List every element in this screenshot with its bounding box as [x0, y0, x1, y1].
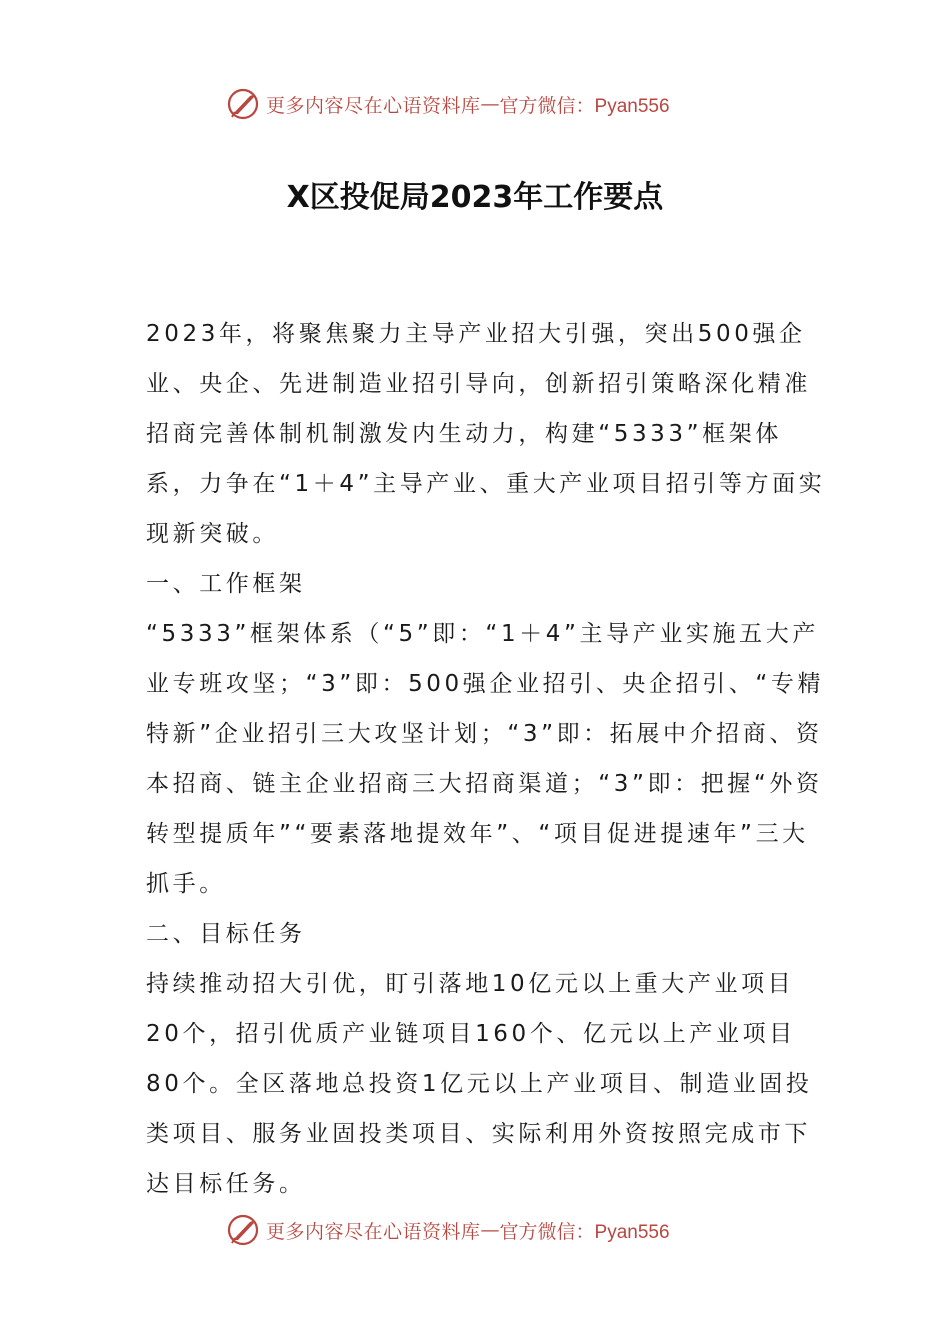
header-watermark — [226, 84, 670, 124]
quill-pen-logo-icon — [226, 1213, 260, 1247]
footer-watermark — [226, 1210, 670, 1250]
watermark-text: 更多内容尽在心语资料库 — [266, 94, 481, 117]
document-body — [146, 309, 826, 1209]
document-title: X区投促局2023年工作要点 — [286, 180, 664, 215]
quill-pen-logo-icon — [226, 87, 260, 121]
goals-paragraph: 持续推动招大引优，盯引落地10亿元以上重大产业项目20个，招引优质产业链项目160个、亿元以上产业项目80个。全区落地总投资1亿元以上产业项目、制造业固投类项目、服务业固投类项目、实际利用外资按照完成市下达目标任务。 — [146, 971, 813, 1197]
watermark-text: 更多内容尽在心语资料库 — [266, 1220, 481, 1243]
watermark-separator: — — [480, 1219, 500, 1241]
section-heading-framework: 一、工作框架 — [146, 571, 306, 597]
watermark-separator: — — [480, 93, 500, 115]
watermark-contact: 官方微信：Pyan556 — [499, 95, 670, 117]
framework-paragraph: “5333”框架体系（“5”即：“1＋4”主导产业实施五大产业专班攻坚；“3”即：500强企业招引、央企招引、“专精特新”企业招引三大攻坚计划；“3”即：拓展中介招商、资本招商、链主企业招商三大招商渠道；“3”即：把握“外资转型提质年”“要素落地提效年”、“项目促进提速年”三大抓手。 — [146, 621, 825, 897]
section-heading-goals: 二、目标任务 — [146, 921, 306, 947]
watermark-contact: 官方微信：Pyan556 — [499, 1221, 670, 1243]
intro-paragraph: 2023年，将聚焦聚力主导产业招大引强，突出500强企业、央企、先进制造业招引导向，创新招引策略深化精准招商完善体制机制激发内生动力，构建“5333”框架体系，力争在“1＋4”主导产业、重大产业项目招引等方面实现新突破。 — [146, 321, 826, 547]
